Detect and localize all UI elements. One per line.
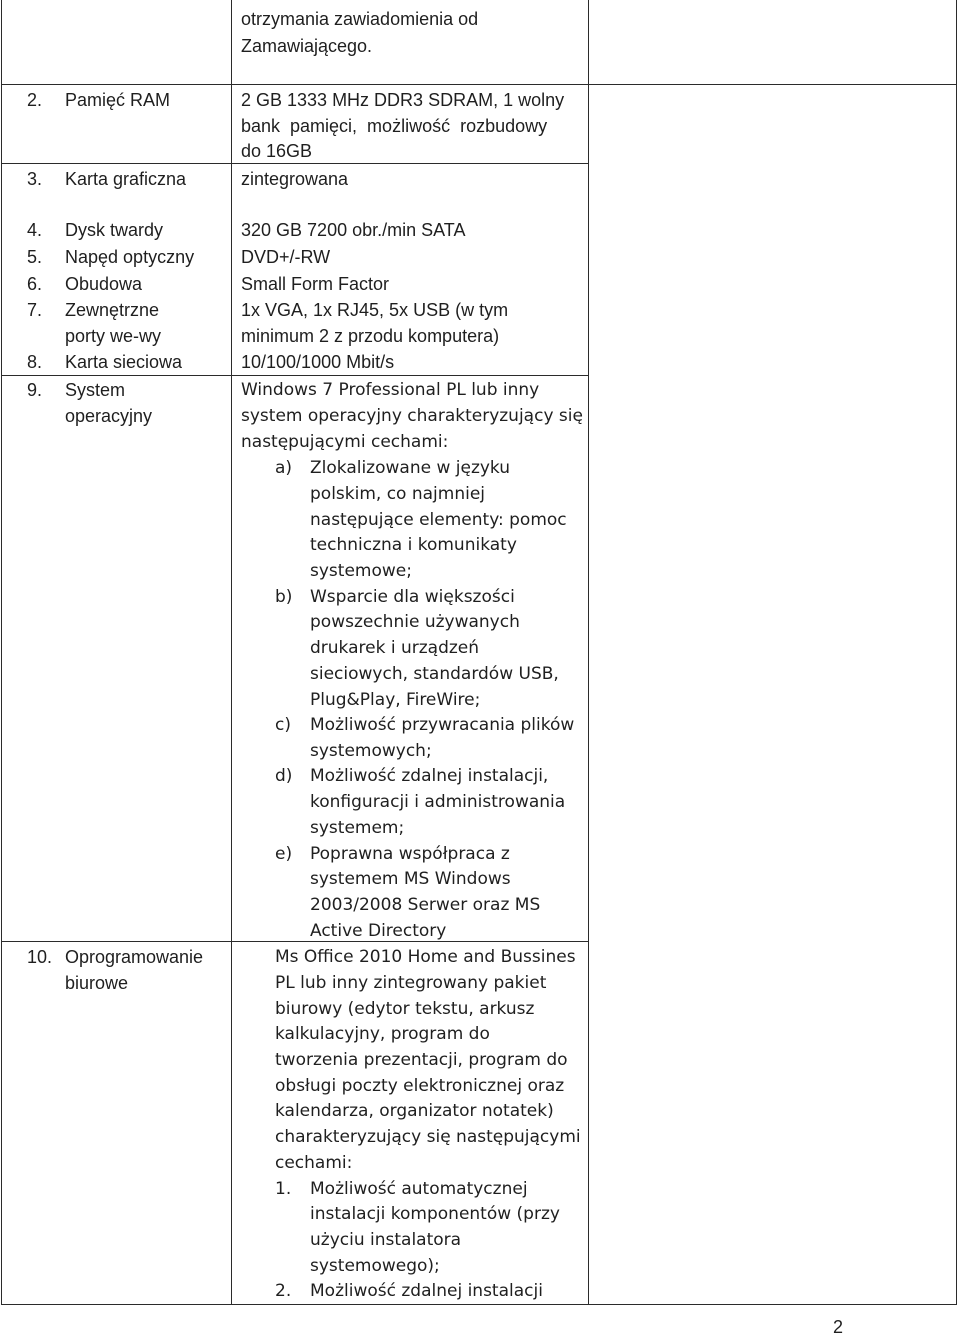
table-row-divider bbox=[1, 84, 957, 85]
row-value-line: 2 GB 1333 MHz DDR3 SDRAM, 1 wolny bbox=[241, 90, 565, 110]
row-value-line: otrzymania zawiadomienia od bbox=[241, 9, 479, 29]
row-number: 7. bbox=[26, 300, 42, 320]
list-marker: a) bbox=[275, 458, 293, 478]
list-marker: 1. bbox=[275, 1179, 292, 1199]
table-border-right bbox=[956, 0, 957, 1305]
page-number: 2 bbox=[833, 1317, 844, 1337]
row-number: 5. bbox=[26, 247, 42, 267]
row-number: 8. bbox=[26, 352, 42, 372]
table-row-divider bbox=[1, 941, 589, 942]
row-name: operacyjny bbox=[65, 406, 153, 426]
row-name: biurowe bbox=[65, 973, 129, 993]
list-marker: 2. bbox=[275, 1281, 292, 1301]
list-item-line: instalacji komponentów (przy bbox=[310, 1204, 560, 1224]
row-name: Zewnętrzne bbox=[65, 300, 160, 320]
row-value-line: system operacyjny charakteryzujący się bbox=[241, 406, 583, 426]
row-value-line: kalkulacyjny, program do bbox=[275, 1024, 490, 1044]
row-name: Dysk twardy bbox=[65, 220, 164, 240]
list-item-line: Możliwość automatycznej bbox=[310, 1179, 528, 1199]
list-item-line: systemowego); bbox=[310, 1256, 440, 1276]
row-number: 10. bbox=[26, 947, 52, 967]
list-marker: b) bbox=[275, 587, 293, 607]
row-value-line: kalendarza, organizator notatek) bbox=[275, 1101, 554, 1121]
row-value-line: zintegrowana bbox=[241, 169, 349, 189]
row-value-line: 10/100/1000 Mbit/s bbox=[241, 352, 395, 372]
list-item-line: Możliwość zdalnej instalacji, bbox=[310, 766, 549, 786]
row-value-line: tworzenia prezentacji, program do bbox=[275, 1050, 568, 1070]
row-value-line: obsługi poczty elektronicznej oraz bbox=[275, 1076, 565, 1096]
list-item-line: systemowych; bbox=[310, 741, 432, 761]
row-value-line: biurowy (edytor tekstu, arkusz bbox=[275, 999, 535, 1019]
list-item-line: Poprawna współpraca z bbox=[310, 844, 510, 864]
list-item-line: Możliwość zdalnej instalacji bbox=[310, 1281, 543, 1301]
row-name: Pamięć RAM bbox=[65, 90, 171, 110]
table-border-col3 bbox=[588, 0, 589, 1305]
row-number: 3. bbox=[26, 169, 42, 189]
row-value-line: Ms Office 2010 Home and Bussines bbox=[275, 947, 576, 967]
table-border-col2 bbox=[231, 0, 232, 1305]
list-item-line: 2003/2008 Serwer oraz MS bbox=[310, 895, 541, 915]
list-item-line: następujące elementy: pomoc bbox=[310, 510, 567, 530]
list-item-line: systemem MS Windows bbox=[310, 869, 511, 889]
row-name: Napęd optyczny bbox=[65, 247, 195, 267]
list-item-line: systemowe; bbox=[310, 561, 412, 581]
row-number: 2. bbox=[26, 90, 42, 110]
row-value-line: cechami: bbox=[275, 1153, 353, 1173]
table-border-bottom bbox=[1, 1304, 957, 1305]
row-value-line: 320 GB 7200 obr./min SATA bbox=[241, 220, 466, 240]
list-item-line: polskim, co najmniej bbox=[310, 484, 486, 504]
row-value-line: Windows 7 Professional PL lub inny bbox=[241, 380, 540, 400]
list-item-line: Plug&Play, FireWire; bbox=[310, 690, 481, 710]
row-name: Oprogramowanie bbox=[65, 947, 204, 967]
list-marker: c) bbox=[275, 715, 291, 735]
row-name: Karta graficzna bbox=[65, 169, 187, 189]
list-item-line: techniczna i komunikaty bbox=[310, 535, 517, 555]
row-name: Obudowa bbox=[65, 274, 143, 294]
row-name: porty we-wy bbox=[65, 326, 162, 346]
list-item-line: Zlokalizowane w języku bbox=[310, 458, 511, 478]
list-item-line: drukarek i urządzeń bbox=[310, 638, 480, 658]
row-value-line: następującymi cechami: bbox=[241, 432, 449, 452]
list-item-line: systemem; bbox=[310, 818, 405, 838]
row-value-line: Small Form Factor bbox=[241, 274, 390, 294]
row-value-line: 1x VGA, 1x RJ45, 5x USB (w tym bbox=[241, 300, 509, 320]
row-value-line: do 16GB bbox=[241, 141, 313, 161]
list-item-line: Active Directory bbox=[310, 921, 447, 941]
row-value-line: PL lub inny zintegrowany pakiet bbox=[275, 973, 547, 993]
row-number: 6. bbox=[26, 274, 42, 294]
list-item-line: Możliwość przywracania plików bbox=[310, 715, 575, 735]
table-row-divider bbox=[1, 375, 589, 376]
row-value-line: charakteryzujący się następującymi bbox=[275, 1127, 581, 1147]
row-number: 4. bbox=[26, 220, 42, 240]
row-value-line: minimum 2 z przodu komputera) bbox=[241, 326, 500, 346]
row-name: Karta sieciowa bbox=[65, 352, 183, 372]
row-value-line: DVD+/-RW bbox=[241, 247, 331, 267]
table-border-left bbox=[1, 0, 2, 1305]
list-item-line: konfiguracji i administrowania bbox=[310, 792, 566, 812]
row-value-line: bank pamięci, możliwość rozbudowy bbox=[241, 116, 548, 136]
list-item-line: powszechnie używanych bbox=[310, 612, 520, 632]
row-name: System bbox=[65, 380, 126, 400]
list-item-line: użyciu instalatora bbox=[310, 1230, 462, 1250]
list-item-line: Wsparcie dla większości bbox=[310, 587, 515, 607]
list-item-line: sieciowych, standardów USB, bbox=[310, 664, 559, 684]
row-value-line: Zamawiającego. bbox=[241, 36, 373, 56]
list-marker: e) bbox=[275, 844, 293, 864]
row-number: 9. bbox=[26, 380, 42, 400]
list-marker: d) bbox=[275, 766, 293, 786]
